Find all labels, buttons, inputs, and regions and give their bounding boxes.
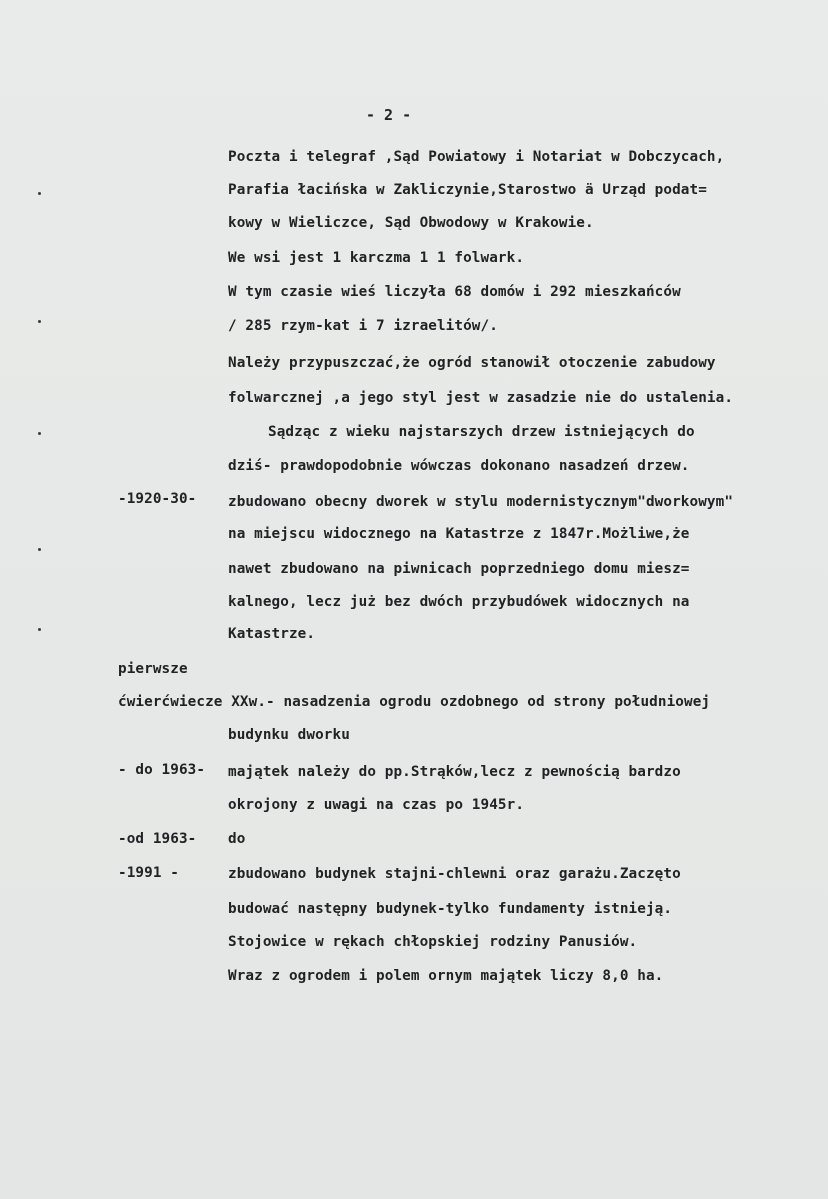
text-line: na miejscu widocznego na Katastrze z 1847r.Możliwe,że xyxy=(228,526,690,542)
margin-dot xyxy=(38,628,41,631)
margin-dot xyxy=(38,320,41,323)
text-line: Stojowice w rękach chłopskiej rodziny Panusiów. xyxy=(228,934,638,950)
margin-dot xyxy=(38,548,41,551)
text-line: Poczta i telegraf ,Sąd Powiatowy i Notariat w Dobczycach, xyxy=(228,149,725,165)
text-line: budować następny budynek-tylko fundamenty istnieją. xyxy=(228,901,673,917)
date-label: -1991 - xyxy=(118,865,179,881)
text-line: Wraz z ogrodem i polem ornym majątek liczy 8,0 ha. xyxy=(228,968,664,984)
text-line: kowy w Wieliczce, Sąd Obwodowy w Krakowie. xyxy=(228,215,594,231)
date-label: -od 1963- xyxy=(118,831,197,847)
date-label: -1920-30- xyxy=(118,491,197,507)
date-label: pierwsze xyxy=(118,661,188,677)
margin-dot xyxy=(38,192,41,195)
text-line: nawet zbudowano na piwnicach poprzedniego domu miesz= xyxy=(228,561,690,577)
text-line: Parafia łacińska w Zakliczynie,Starostwo ä Urząd podat= xyxy=(228,182,707,198)
date-label: - do 1963- xyxy=(118,762,206,778)
text-line: We wsi jest 1 karczma 1 1 folwark. xyxy=(228,250,525,266)
text-line: zbudowano budynek stajni-chlewni oraz garażu.Zaczęto xyxy=(228,866,681,882)
margin-dot xyxy=(38,432,41,435)
text-line: zbudowano obecny dworek w stylu modernistycznym"dworkowym" xyxy=(228,494,734,510)
page-number: - 2 - xyxy=(366,106,412,124)
text-line: Należy przypuszczać,że ogród stanowił otoczenie zabudowy xyxy=(228,355,716,371)
text-line: do xyxy=(228,831,246,847)
text-line: dziś- prawdopodobnie wówczas dokonano nasadzeń drzew. xyxy=(228,458,690,474)
text-line: ćwierćwiecze XXw.- nasadzenia ogrodu ozdobnego od strony południowej xyxy=(118,694,711,710)
text-line: / 285 rzym-kat i 7 izraelitów/. xyxy=(228,318,498,334)
text-line: kalnego, lecz już bez dwóch przybudówek widocznych na xyxy=(228,594,690,610)
text-line: folwarcznej ,a jego styl jest w zasadzie nie do ustalenia. xyxy=(228,390,734,406)
text-line: budynku dworku xyxy=(228,727,350,743)
text-line: W tym czasie wieś liczyła 68 domów i 292 mieszkańców xyxy=(228,284,681,300)
text-line: okrojony z uwagi na czas po 1945r. xyxy=(228,797,525,813)
text-line: Katastrze. xyxy=(228,626,316,642)
text-line: majątek należy do pp.Strąków,lecz z pewnością bardzo xyxy=(228,764,681,780)
text-line: Sądząc z wieku najstarszych drzew istniejących do xyxy=(268,424,695,440)
